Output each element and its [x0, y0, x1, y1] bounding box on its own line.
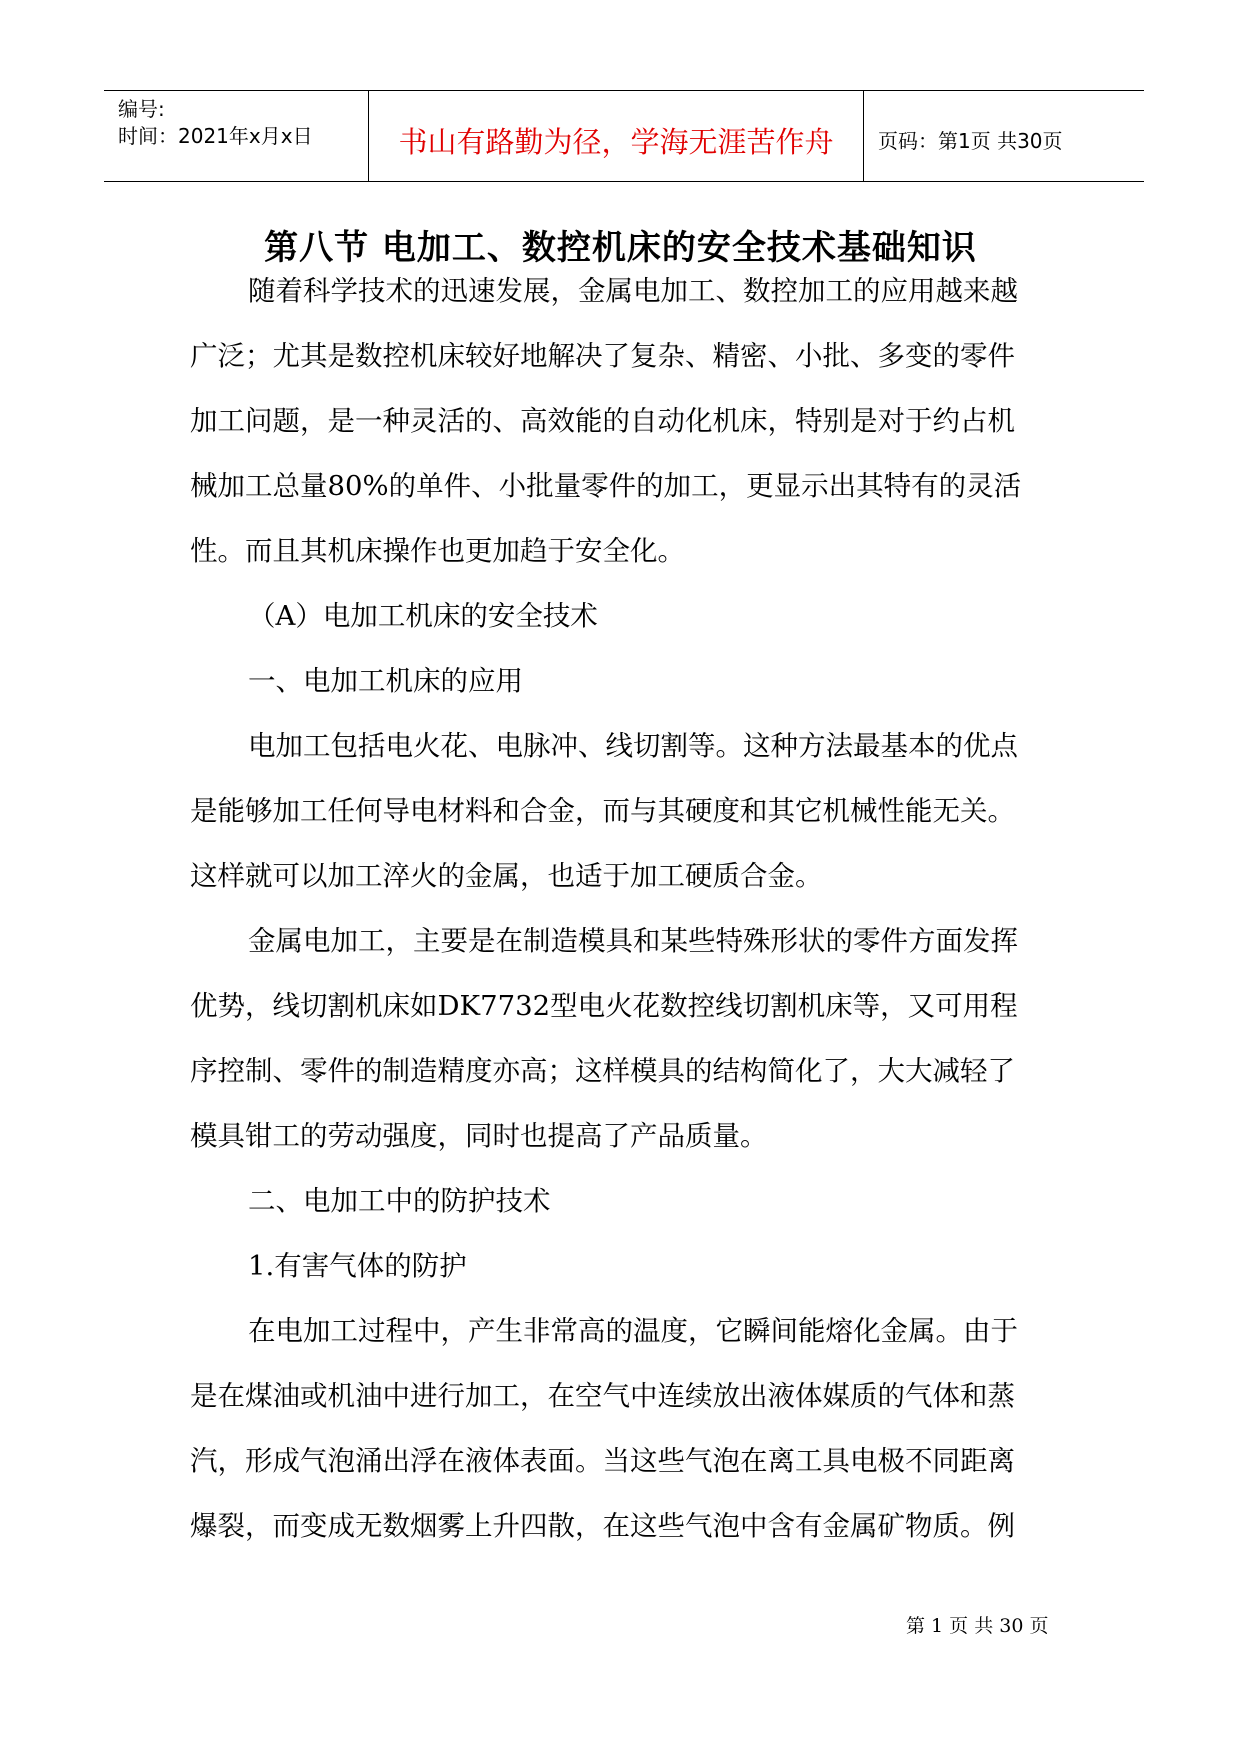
page-footer: 第 1 页 共 30 页 — [906, 1615, 1049, 1637]
paragraph-line: 加工问题，是一种灵活的、高效能的自动化机床，特别是对于约占机 — [190, 405, 1015, 437]
serial-label: 编号: — [118, 97, 165, 121]
document-title: 第八节 电加工、数控机床的安全技术基础知识 — [264, 228, 977, 268]
date-label: 时间：2021年x月x日 — [118, 124, 313, 148]
heading-line: 一、电加工机床的应用 — [248, 665, 523, 697]
paragraph-line: 序控制、零件的制造精度亦高；这样模具的结构简化了，大大减轻了 — [190, 1055, 1015, 1087]
page-indicator: 页码：第1页 共30页 — [878, 129, 1063, 153]
paragraph-line: 汽，形成气泡涌出浮在液体表面。当这些气泡在离工具电极不同距离 — [190, 1445, 1015, 1477]
paragraph-metal-edm — [190, 909, 1070, 1169]
paragraph-line: 是在煤油或机油中进行加工，在空气中连续放出液体媒质的气体和蒸 — [190, 1380, 1015, 1412]
paragraph-harmful-gas — [190, 1299, 1070, 1559]
paragraph-line: 在电加工过程中，产生非常高的温度，它瞬间能熔化金属。由于 — [248, 1315, 1018, 1347]
header-meta-cell — [104, 91, 369, 181]
paragraph-edm-intro — [190, 714, 1070, 909]
section-heading-2 — [190, 1169, 1070, 1234]
paragraph-line: 爆裂，而变成无数烟雾上升四散，在这些气泡中含有金属矿物质。例 — [190, 1510, 1015, 1542]
paragraph-line: 模具钳工的劳动强度，同时也提高了产品质量。 — [190, 1120, 768, 1152]
paragraph-line: 是能够加工任何导电材料和合金，而与其硬度和其它机械性能无关。 — [190, 795, 1015, 827]
paragraph-line: 性。而且其机床操作也更加趋于安全化。 — [190, 535, 685, 567]
header-page-cell — [864, 91, 1144, 181]
paragraph-line: 随着科学技术的迅速发展，金属电加工、数控加工的应用越来越 — [248, 275, 1018, 307]
heading-line: 1.有害气体的防护 — [248, 1250, 467, 1282]
paragraph-line: 这样就可以加工淬火的金属，也适于加工硬质合金。 — [190, 860, 823, 892]
section-heading-a — [190, 584, 1070, 649]
subsection-heading-1 — [190, 1234, 1070, 1299]
motto-text: 书山有路勤为径，学海无涯苦作舟 — [398, 125, 834, 159]
paragraph-intro — [190, 259, 1070, 584]
header-motto-cell — [369, 91, 864, 181]
paragraph-line: 广泛；尤其是数控机床较好地解决了复杂、精密、小批、多变的零件 — [190, 340, 1015, 372]
paragraph-line: 金属电加工，主要是在制造模具和某些特殊形状的零件方面发挥 — [248, 925, 1018, 957]
paragraph-line: 械加工总量80%的单件、小批量零件的加工，更显示出其特有的灵活 — [190, 470, 1022, 502]
section-heading-1 — [190, 649, 1070, 714]
document-header — [104, 90, 1144, 182]
heading-line: 二、电加工中的防护技术 — [248, 1185, 551, 1217]
paragraph-line: 电加工包括电火花、电脉冲、线切割等。这种方法最基本的优点 — [248, 730, 1018, 762]
paragraph-line: 优势，线切割机床如DK7732型电火花数控线切割机床等，又可用程 — [190, 990, 1018, 1022]
heading-line: （A）电加工机床的安全技术 — [248, 600, 598, 632]
